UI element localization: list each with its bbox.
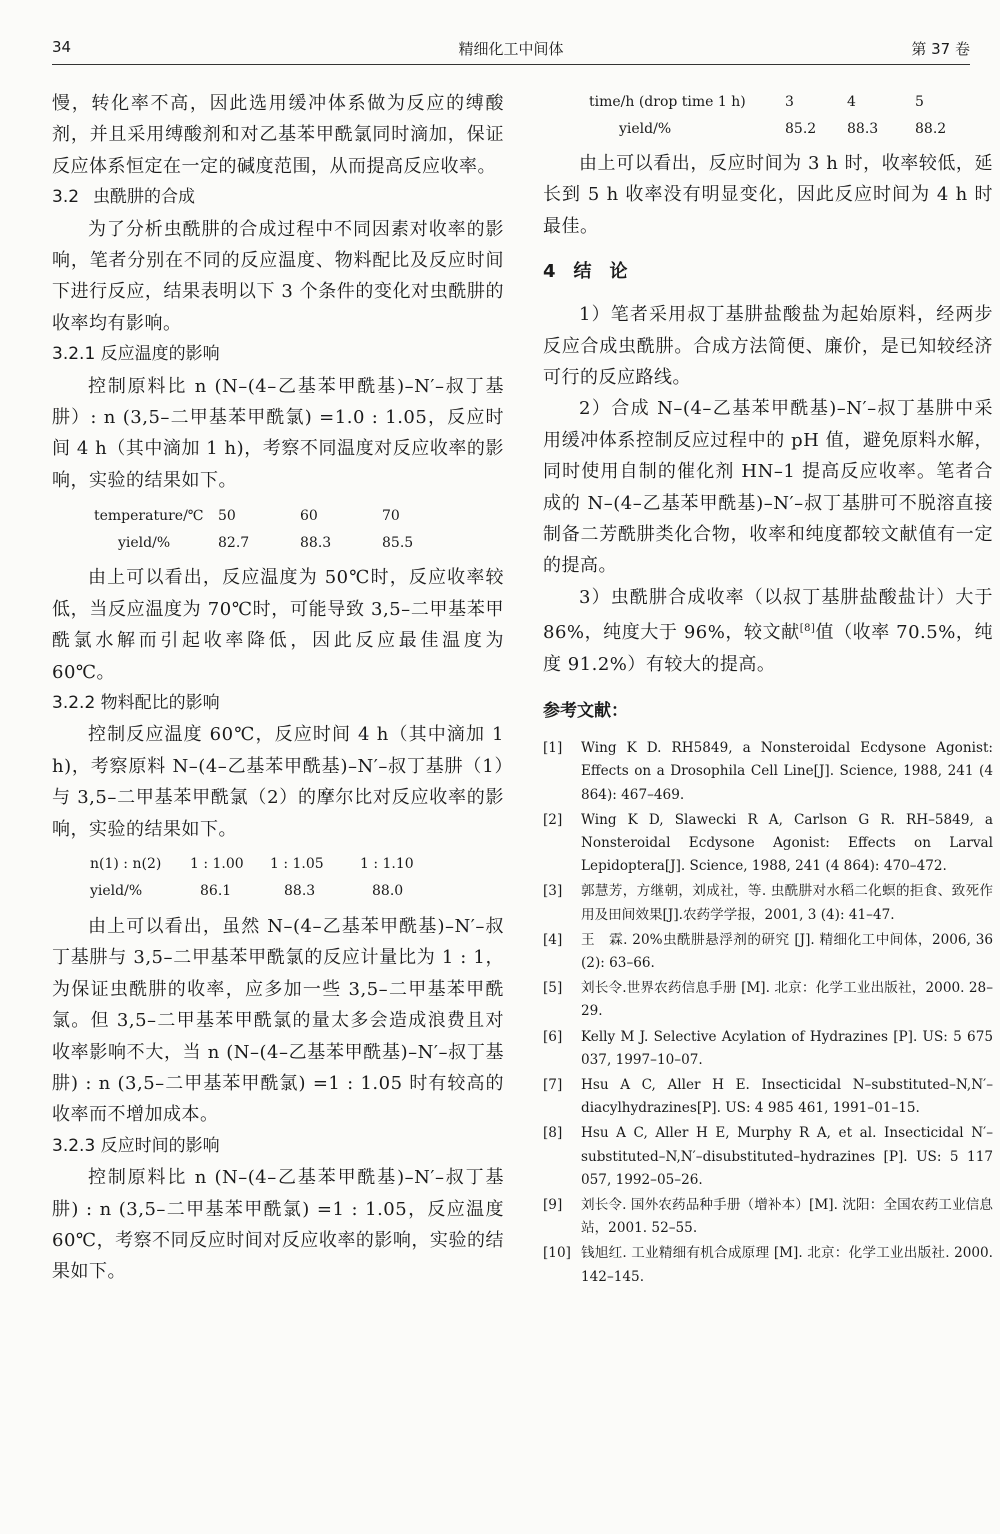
table-row	[94, 502, 413, 529]
table-cell: 82.7	[218, 534, 250, 551]
paragraph: 由上可以看出，虽然 N–(4–乙基苯甲酰基)–N′–叔丁基肼与 3,5–二甲基苯甲酰氯的反应计量比为 1 : 1，为保证虫酰肼的收率，应多加一些 3,5–二甲基苯甲酰氯。但 3,5–二甲基苯甲酰氯的量太多会造成浪费且对收率影响不大，当 n (N–(4–乙基苯甲酰基)–N′–叔丁基肼) : n (3,5–二甲基苯甲酰氯) =1 : 1.05 时有较高的收率而不增加成本。	[52, 915, 504, 1126]
paragraph: 控制反应温度 60℃，反应时间 4 h（其中滴加 1 h)，考察原料 N–(4–乙基苯甲酰基)–N′–叔丁基肼（1）与 3,5–二甲基苯甲酰氯（2）的摩尔比对反应收率的影响，实验的结果如下。	[52, 724, 504, 840]
table-cell: yield/%	[90, 883, 143, 900]
reference-item	[543, 809, 993, 879]
paragraph: 控制原料比 n (N–(4–乙基苯甲酰基)–N′–叔丁基肼）: n (3,5–二甲基苯甲酰氯) =1.0 : 1.05，反应时间 4 h（其中滴加 1 h)，考察不同温度对反应收率的影响，实验的结果如下。	[52, 375, 504, 491]
references-heading: 参考文献：	[543, 701, 628, 722]
table-cell: 1 : 1.00	[190, 856, 244, 873]
table-cell: 88.3	[284, 883, 316, 900]
table-cell: 88.0	[372, 883, 404, 900]
table-row	[90, 851, 414, 878]
section-heading-3-2-1: 3.2.1 反应温度的影响	[52, 344, 220, 365]
conclusion-2: 2）合成 N–(4–乙基苯甲酰基)–N′–叔丁基肼中采用缓冲体系控制反应过程中的 pH 值，避免原料水解，同时使用自制的催化剂 HN–1 提高反应收率。笔者合成的 N–(4–乙基苯甲酰基)–N′–叔丁基肼可不脱溶直接制备二芳酰肼类化合物，收率和纯度都较文献值有一定的提高。	[543, 398, 993, 577]
table-row	[589, 88, 946, 115]
table-cell: 1 : 1.10	[360, 856, 414, 873]
reference-text: Wing K D, Slawecki R A, Carlson G R. RH–5849, a Nonsteroidal Ecdysone Agonist: Effects on Larval Lepidoptera[J]. Science, 1988, 241 (4 864): 470–472.	[581, 811, 993, 875]
reference-item	[543, 880, 993, 926]
citation-marker: [8]	[799, 623, 816, 635]
page-number: 34	[52, 38, 72, 56]
reference-item	[543, 929, 993, 975]
table-cell: 88.3	[847, 120, 879, 137]
volume-label: 第 37 卷	[911, 40, 970, 58]
reference-number: [1]	[543, 740, 563, 757]
reference-text: 刘长令. 国外农药品种手册（增补本）[M]. 沈阳：全国农药工业信息站，2001. 52–55.	[581, 1196, 993, 1237]
reference-text: Kelly M J. Selective Acylation of Hydrazines [P]. US: 5 675 037, 1997–10–07.	[581, 1028, 993, 1068]
table-cell: n(1) : n(2)	[90, 856, 162, 873]
reference-item	[543, 1122, 993, 1192]
table-cell: time/h (drop time 1 h)	[589, 93, 746, 110]
reference-item	[543, 1194, 993, 1240]
reference-text: 王 霖. 20%虫酰肼悬浮剂的研究 [J]. 精细化工中间体，2006, 36 (2): 63–66.	[581, 931, 993, 971]
paragraph: 慢，转化率不高，因此选用缓冲体系做为反应的缚酸剂，并且采用缚酸剂和对乙基苯甲酰氯同时滴加，保证反应体系恒定在一定的碱度范围，从而提高反应收率。	[52, 93, 504, 177]
table-cell: yield/%	[118, 534, 171, 551]
table-cell: 86.1	[200, 883, 232, 900]
table-cell: 4	[847, 93, 856, 110]
reference-number: [5]	[543, 980, 563, 997]
reference-number: [8]	[543, 1125, 563, 1142]
reference-number: [10]	[543, 1245, 571, 1262]
table-cell: 1 : 1.05	[270, 856, 324, 873]
paragraph: 由上可以看出，反应时间为 3 h 时，收率较低，延长到 5 h 收率没有明显变化，因此反应时间为 4 h 时最佳。	[543, 153, 993, 237]
conclusion-3	[543, 582, 993, 680]
table-cell: 70	[382, 507, 400, 524]
reference-number: [4]	[543, 931, 563, 948]
temperature-table	[94, 502, 413, 556]
page-header	[52, 34, 970, 65]
section-heading-3-2-2: 3.2.2 物料配比的影响	[52, 692, 220, 713]
reference-text: 钱旭红. 工业精细有机合成原理 [M]. 北京：化学工业出版社. 2000. 142–145.	[581, 1245, 993, 1285]
section-heading-4: 4 结 论	[543, 261, 628, 283]
reference-item	[543, 1242, 993, 1288]
reference-list	[543, 737, 993, 1289]
reference-item	[543, 737, 993, 807]
reference-text: 郭慧芳，方继朝，刘成社，等. 虫酰肼对水稻二化螟的拒食、致死作用及田间效果[J].农药学学报，2001, 3 (4): 41–47.	[581, 883, 993, 923]
section-title: 虫酰肼的合成	[93, 187, 196, 208]
conclusion-3-text-end: 值（收率 70.5%，纯度 91.2%）有较大的提高。	[543, 622, 993, 675]
reference-text: Hsu A C, Aller H E. Insecticidal N–substituted–N,N′–diacylhydrazines[P]. US: 4 985 461, 1991–01–15.	[581, 1076, 993, 1117]
table-row	[589, 115, 946, 142]
paragraph: 控制原料比 n (N–(4–乙基苯甲酰基)–N′–叔丁基肼) : n (3,5–二甲基苯甲酰氯) =1 : 1.05，反应温度 60℃，考察不同反应时间对反应收率的影响，实验的结果如下。	[52, 1167, 504, 1283]
section-number: 3.2	[52, 187, 80, 208]
left-column	[52, 88, 504, 1288]
reference-number: [9]	[543, 1196, 563, 1213]
conclusion-3-text: 3）虫酰肼合成收率（以叔丁基肼盐酸盐计）大于 86%，纯度大于 96%，较文献	[543, 586, 993, 644]
table-cell: temperature/℃	[94, 507, 204, 524]
reference-number: [7]	[543, 1076, 563, 1093]
table-cell: 88.2	[915, 120, 947, 137]
ratio-table	[90, 851, 414, 905]
section-heading-3-2	[52, 182, 504, 213]
reference-text: Wing K D. RH5849, a Nonsteroidal Ecdysone Agonist: Effects on a Drosophila Cell Line[J]. Science, 1988, 241 (4 864): 467–469.	[581, 740, 993, 803]
table-cell: 85.2	[785, 120, 817, 137]
reference-number: [3]	[543, 883, 563, 900]
reference-number: [2]	[543, 811, 563, 828]
table-cell: 88.3	[300, 534, 332, 551]
table-cell: 3	[785, 93, 794, 110]
paragraph: 由上可以看出，反应温度为 50℃时，反应收率较低，当反应温度为 70℃时，可能导致 3,5–二甲基苯甲酰氯水解而引起收率降低，因此反应最佳温度为 60℃。	[52, 567, 504, 683]
table-cell: 50	[218, 507, 236, 524]
table-cell: yield/%	[619, 120, 672, 137]
journal-title: 精细化工中间体	[458, 40, 564, 58]
table-row	[94, 529, 413, 556]
table-cell: 60	[300, 507, 318, 524]
section-heading-3-2-3: 3.2.3 反应时间的影响	[52, 1135, 220, 1156]
table-row	[90, 878, 414, 905]
table-cell: 5	[915, 93, 924, 110]
reference-text: Hsu A C, Aller H E, Murphy R A, et al. Insecticidal N′–substituted–N,N′–disubstituted–hydrazines [P]. US: 5 117 057, 1992–05–26.	[581, 1125, 993, 1188]
reference-number: [6]	[543, 1028, 563, 1045]
reference-item	[543, 977, 993, 1023]
reference-item	[543, 1026, 993, 1072]
reference-text: 刘长令.世界农药信息手册 [M]. 北京：化学工业出版社，2000. 28–29.	[581, 980, 993, 1020]
table-cell: 85.5	[382, 534, 414, 551]
reference-item	[543, 1074, 993, 1120]
conclusion-1: 1）笔者采用叔丁基肼盐酸盐为起始原料，经两步反应合成虫酰肼。合成方法简便、廉价，是已知较经济可行的反应路线。	[543, 304, 993, 389]
time-table	[589, 88, 946, 142]
paragraph: 为了分析虫酰肼的合成过程中不同因素对收率的影响，笔者分别在不同的反应温度、物料配比及反应时间下进行反应，结果表明以下 3 个条件的变化对虫酰肼的收率均有影响。	[52, 218, 504, 334]
right-column	[543, 88, 993, 1291]
